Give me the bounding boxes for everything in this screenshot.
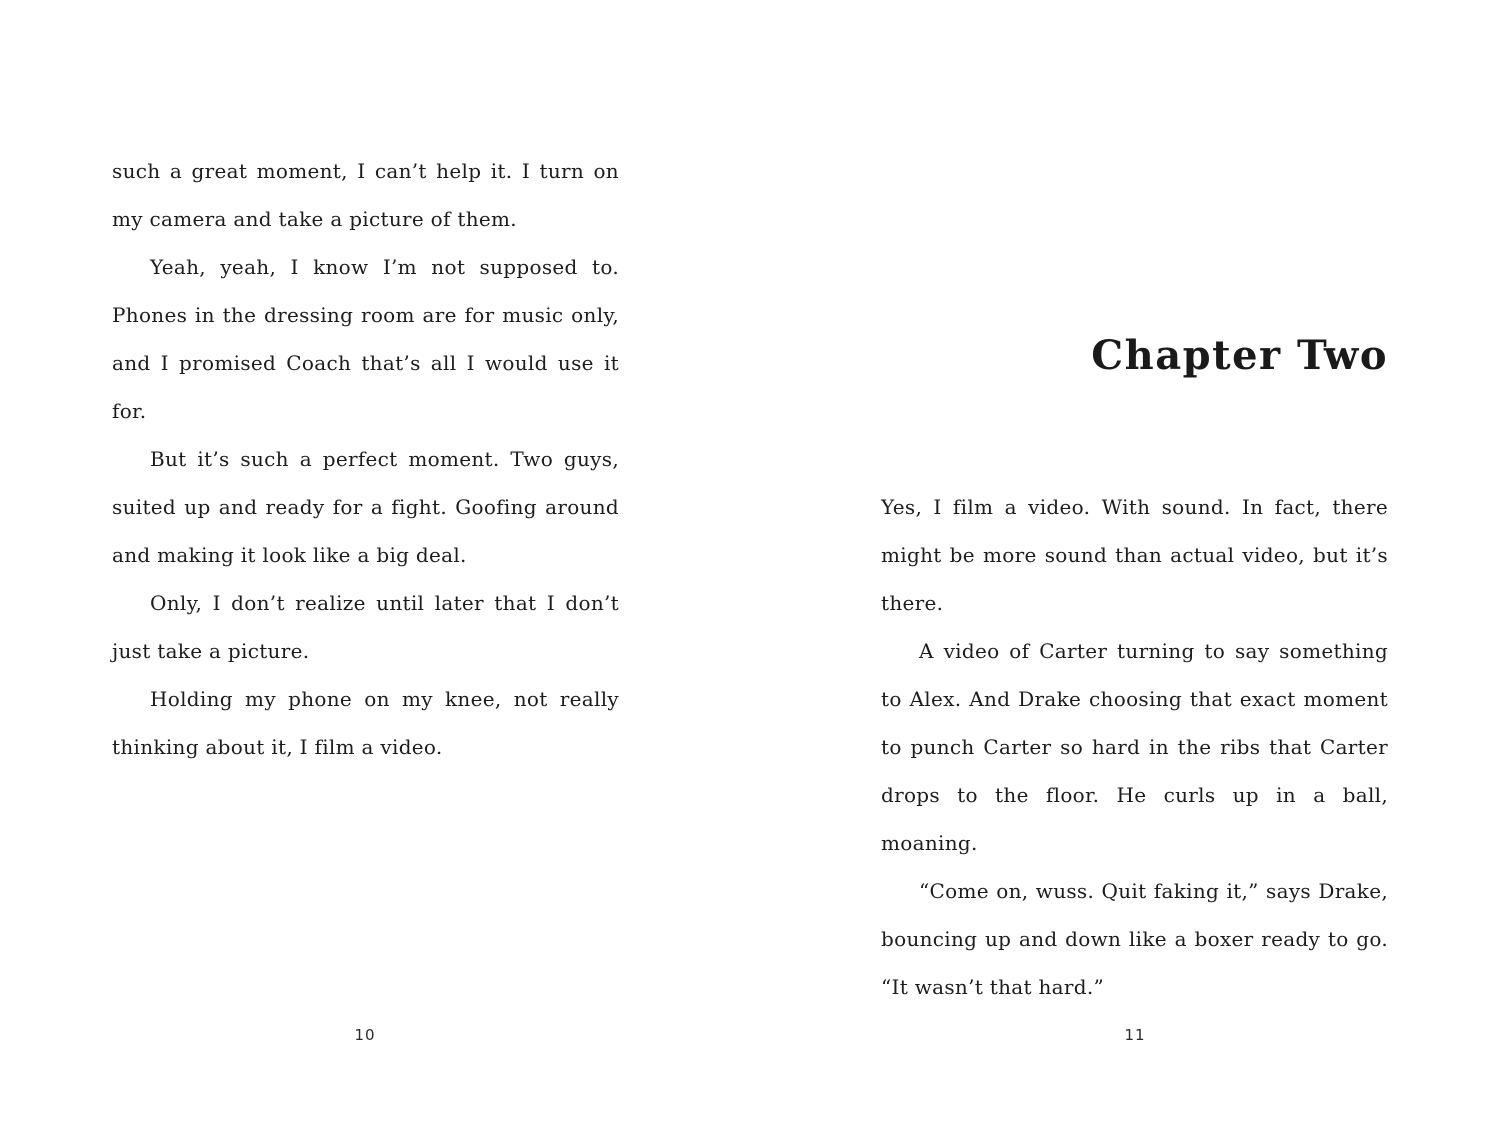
paragraph: Holding my phone on my knee, not really thinking about it, I film a video. [112,687,619,759]
paragraph: Only, I don’t realize until later that I don’t just take a picture. [112,591,619,663]
left-page-body [112,147,619,771]
paragraph: such a great moment, I can’t help it. I turn on my camera and take a picture of them. [112,159,619,231]
chapter-title: Chapter Two [1091,332,1388,379]
paragraph: But it’s such a perfect moment. Two guys, suited up and ready for a fight. Goofing around and making it look like a big deal. [112,447,619,567]
paragraph: A video of Carter turning to say something to Alex. And Drake choosing that exact moment to punch Carter so hard in the ribs that Carter drops to the floor. He curls up in a ball, moaning. [881,639,1388,855]
right-page-body [881,483,1388,1011]
paragraph: Yeah, yeah, I know I’m not supposed to. Phones in the dressing room are for music only, and I promised Coach that’s all I would use it for. [112,255,619,423]
paragraph: “Come on, wuss. Quit faking it,” says Drake, bouncing up and down like a boxer ready to go. “It wasn’t that hard.” [881,879,1388,999]
paragraph: Yes, I film a video. With sound. In fact, there might be more sound than actual video, but it’s there. [881,495,1388,615]
page-number: 11 [1124,1026,1146,1044]
page-number: 10 [354,1026,376,1044]
right-page [750,0,1500,1125]
